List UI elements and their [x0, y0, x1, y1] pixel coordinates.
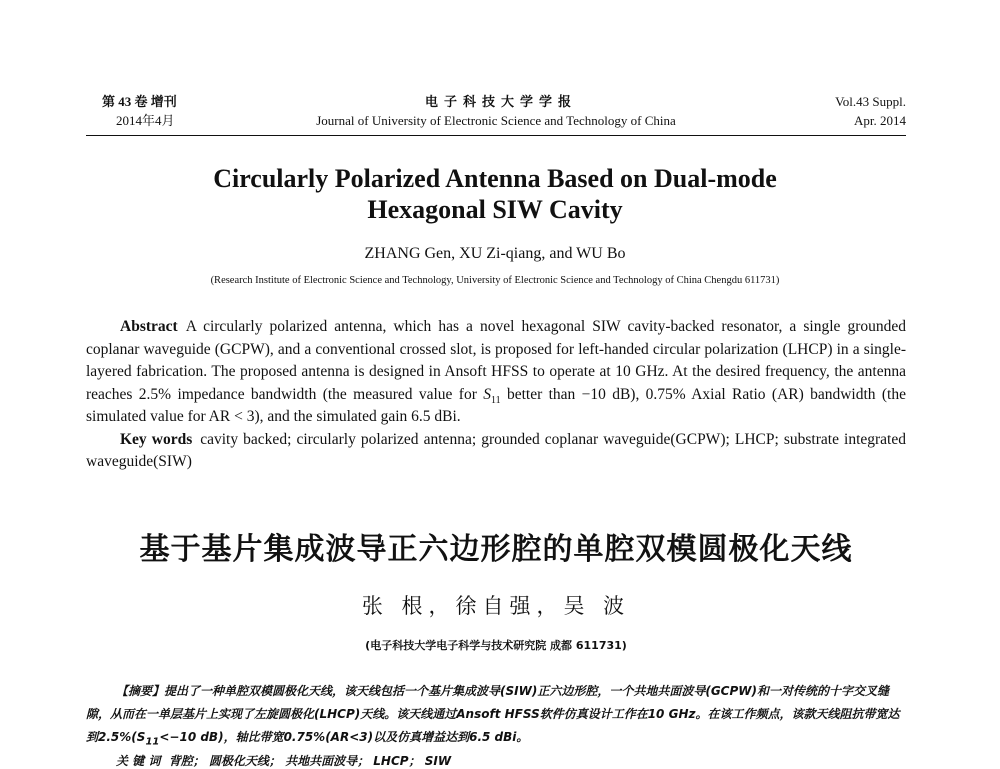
abstract-paragraph	[86, 316, 906, 429]
header-center	[246, 92, 746, 130]
issue-date: 2014年4月	[116, 113, 175, 128]
paper-title-line2: Hexagonal SIW Cavity	[367, 195, 623, 224]
affiliation: (Research Institute of Electronic Science and Technology, University of Electronic Science and Technology of China Chengdu 611731)	[210, 275, 780, 286]
keywords-text: cavity backed; circularly polarized antenna; grounded coplanar waveguide(GCPW); LHCP; substrate integrated waveguide(SIW)	[86, 430, 906, 470]
chinese-abstract	[86, 680, 906, 749]
date-en: Apr. 2014	[854, 113, 906, 128]
journal-name-cn: 电子科技大学学报	[424, 94, 577, 109]
abstract-text-2: better than −10 dB), 0.75% Axial Ratio (AR) bandwidth (the simulated value for AR < 3), and the simulated gain 6.5 dBi.	[86, 385, 906, 425]
running-header	[86, 92, 906, 138]
chinese-keywords-text: 背腔； 圆极化天线； 共地共面波导； LHCP； SIW	[168, 754, 452, 768]
chinese-abstract-text-2: <−10 dB)，轴比带宽0.75%(AR<3)以及仿真增益达到6.5 dBi。	[159, 730, 529, 744]
volume-label: 第 43 卷 增刊	[102, 94, 177, 109]
s-parameter-subscript: 11	[490, 394, 501, 406]
chinese-abstract-label: 【摘要】	[116, 684, 165, 698]
chinese-abstract-paragraph	[86, 680, 906, 749]
cn-s-parameter-symbol: S	[136, 730, 146, 744]
keywords-label: Key words	[120, 430, 193, 448]
volume-en: Vol.43 Suppl.	[835, 94, 906, 109]
chinese-affiliation: (电子科技大学电子科学与技术研究院 成都 611731)	[365, 639, 627, 652]
cn-s-parameter-subscript: 11	[145, 736, 160, 748]
journal-name-en: Journal of University of Electronic Science and Technology of China	[316, 113, 676, 128]
header-right	[756, 92, 906, 130]
chinese-authors: 张 根，徐自强，吴 波	[361, 594, 631, 618]
header-left	[86, 92, 246, 130]
authors: ZHANG Gen, XU Zi-qiang, and WU Bo	[364, 245, 626, 262]
chinese-title: 基于基片集成波导正六边形腔的单腔双模圆极化天线	[139, 532, 853, 567]
chinese-abstract-text-1: 提出了一种单腔双模圆极化天线，该天线包括一个基片集成波导(SIW)正六边形腔，一个共地共面波导(GCPW)和一对传统的十字交叉缝隙，从而在一单层基片上实现了左旋圆极化(LHCP)天线。该天线通过Ansoft HFSS软件仿真设计工作在10 GHz。在该工作频点，该款天线阻抗带宽达到2.5%(	[86, 684, 900, 744]
keywords-paragraph	[86, 429, 906, 474]
paper-title-line1: Circularly Polarized Antenna Based on Dual-mode	[213, 164, 777, 193]
header-rule	[86, 135, 906, 136]
s-parameter-symbol: S	[483, 385, 491, 403]
paper-title	[100, 163, 890, 225]
abstract-label: Abstract	[120, 318, 178, 335]
chinese-keywords	[116, 752, 916, 769]
abstract-section	[86, 316, 906, 474]
chinese-keywords-label: 关 键 词	[116, 754, 161, 768]
abstract-text-1: A circularly polarized antenna, which has a novel hexagonal SIW cavity-backed resonator, a single grounded coplanar waveguide (GCPW), and a conventional crossed slot, is proposed for left-handed circular polarization (LHCP) in a single-layered fabrication. The proposed antenna is designed in Ansoft HFSS to operate at 10 GHz. At the desired frequency, the antenna reaches 2.5% impedance bandwidth (the measured value for	[86, 318, 906, 403]
